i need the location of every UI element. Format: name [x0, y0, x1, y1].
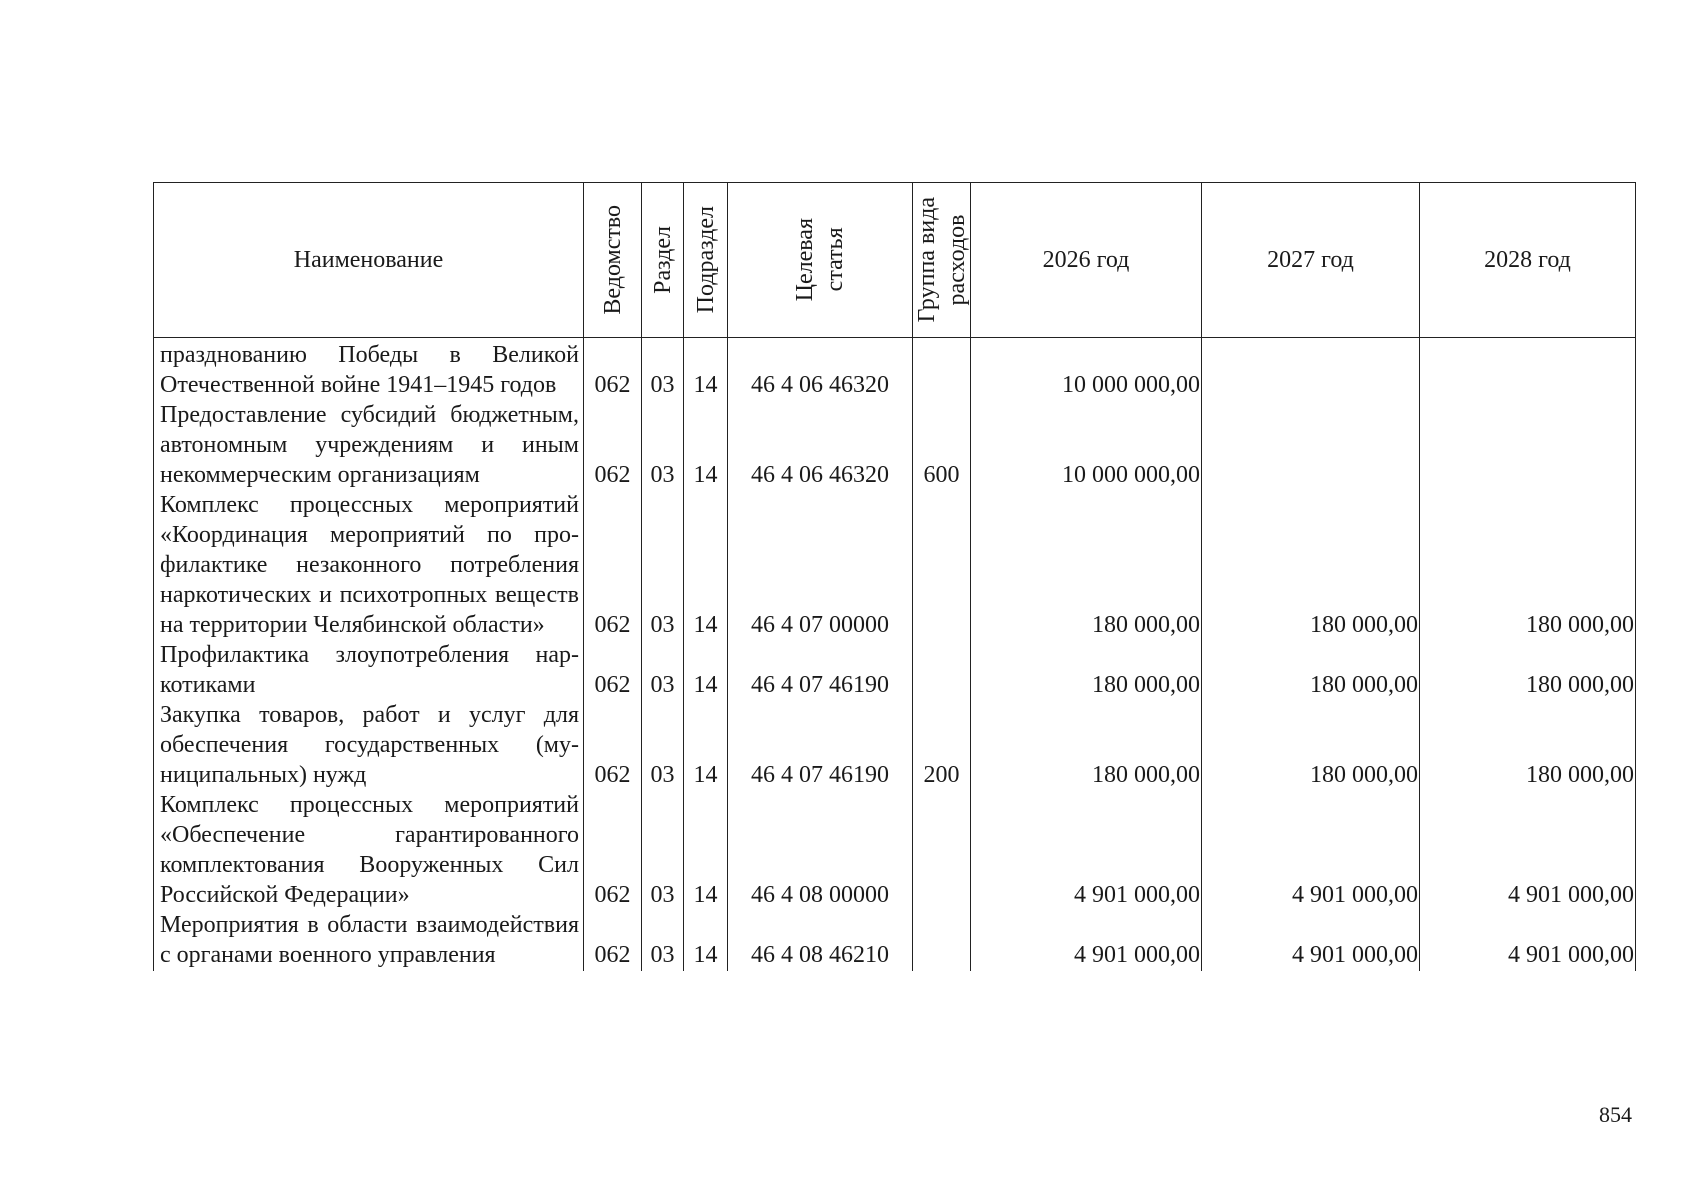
row-2027: 180 000,00: [1202, 700, 1420, 790]
row-vedomstvo: 062: [584, 700, 642, 790]
table-row: [154, 640, 1636, 700]
row-2026: 10 000 000,00: [971, 400, 1202, 490]
header-razdel: Раздел: [642, 183, 684, 338]
row-2028: 4 901 000,00: [1420, 910, 1636, 971]
row-vedomstvo: 062: [584, 790, 642, 910]
row-2027: 180 000,00: [1202, 640, 1420, 700]
row-razdel: 03: [642, 910, 684, 971]
row-2026: 180 000,00: [971, 700, 1202, 790]
row-expense-group: [913, 338, 971, 401]
row-2028: 180 000,00: [1420, 700, 1636, 790]
row-podrazdel: 14: [684, 790, 728, 910]
row-podrazdel: 14: [684, 490, 728, 640]
table-row: [154, 338, 1636, 401]
row-2028: [1420, 338, 1636, 401]
row-podrazdel: 14: [684, 640, 728, 700]
budget-table: [153, 182, 1636, 971]
row-name: Профилактика злоупотребления наркотиками: [154, 640, 584, 700]
row-expense-group: [913, 640, 971, 700]
row-2026: 4 901 000,00: [971, 910, 1202, 971]
row-target-article: 46 4 07 46190: [728, 640, 913, 700]
row-expense-group: [913, 790, 971, 910]
row-2027: [1202, 338, 1420, 401]
row-2028: [1420, 400, 1636, 490]
table-row: [154, 700, 1636, 790]
row-2028: 180 000,00: [1420, 640, 1636, 700]
page-number: 854: [1599, 1102, 1632, 1127]
row-target-article: 46 4 08 46210: [728, 910, 913, 971]
row-2027: 4 901 000,00: [1202, 910, 1420, 971]
row-target-article: 46 4 08 00000: [728, 790, 913, 910]
row-name: Закупка товаров, работ и услуг для обеспечения государственных (муниципальных) нужд: [154, 700, 584, 790]
row-vedomstvo: 062: [584, 490, 642, 640]
header-2027: 2027 год: [1202, 183, 1420, 338]
header-vedomstvo: Ведомство: [584, 183, 642, 338]
row-expense-group: [913, 910, 971, 971]
row-target-article: 46 4 07 00000: [728, 490, 913, 640]
table-row: [154, 910, 1636, 971]
row-podrazdel: 14: [684, 700, 728, 790]
row-vedomstvo: 062: [584, 400, 642, 490]
table-row: [154, 400, 1636, 490]
header-podrazdel: Подраздел: [684, 183, 728, 338]
row-expense-group: [913, 490, 971, 640]
row-razdel: 03: [642, 338, 684, 401]
table-row: [154, 790, 1636, 910]
header-expense-group: Группа вида расходов: [913, 183, 971, 338]
row-razdel: 03: [642, 490, 684, 640]
row-2026: 10 000 000,00: [971, 338, 1202, 401]
row-podrazdel: 14: [684, 400, 728, 490]
row-expense-group: 600: [913, 400, 971, 490]
row-vedomstvo: 062: [584, 910, 642, 971]
header-target-article: Целевая статья: [728, 183, 913, 338]
row-name: Предоставление субсидий бюджетным, автономным учреждениям и иным некоммерческим организациям: [154, 400, 584, 490]
row-2027: [1202, 400, 1420, 490]
header-2026: 2026 год: [971, 183, 1202, 338]
row-target-article: 46 4 06 46320: [728, 338, 913, 401]
row-razdel: 03: [642, 700, 684, 790]
header-row: [154, 183, 1636, 338]
row-razdel: 03: [642, 640, 684, 700]
row-2028: 180 000,00: [1420, 490, 1636, 640]
row-podrazdel: 14: [684, 338, 728, 401]
row-2028: 4 901 000,00: [1420, 790, 1636, 910]
row-2027: 4 901 000,00: [1202, 790, 1420, 910]
row-vedomstvo: 062: [584, 640, 642, 700]
row-podrazdel: 14: [684, 910, 728, 971]
row-2026: 180 000,00: [971, 490, 1202, 640]
row-name: празднованию Победы в Великой Отечественной войне 1941–1945 годов: [154, 338, 584, 401]
row-2026: 180 000,00: [971, 640, 1202, 700]
row-2026: 4 901 000,00: [971, 790, 1202, 910]
row-expense-group: 200: [913, 700, 971, 790]
row-name: Комплекс процессных мероприятий «Координация мероприятий по профилактике незаконного потребления наркотических и психотропных веществ на территории Челябинской области»: [154, 490, 584, 640]
header-2028: 2028 год: [1420, 183, 1636, 338]
row-name: Мероприятия в области взаимодействия с органами военного управления: [154, 910, 584, 971]
header-name: Наименование: [154, 183, 584, 338]
row-2027: 180 000,00: [1202, 490, 1420, 640]
row-razdel: 03: [642, 400, 684, 490]
table-row: [154, 490, 1636, 640]
row-vedomstvo: 062: [584, 338, 642, 401]
row-target-article: 46 4 07 46190: [728, 700, 913, 790]
row-target-article: 46 4 06 46320: [728, 400, 913, 490]
row-razdel: 03: [642, 790, 684, 910]
row-name: Комплекс процессных мероприятий «Обеспечение гарантированного комплектования Вооруженных Сил Российской Федерации»: [154, 790, 584, 910]
